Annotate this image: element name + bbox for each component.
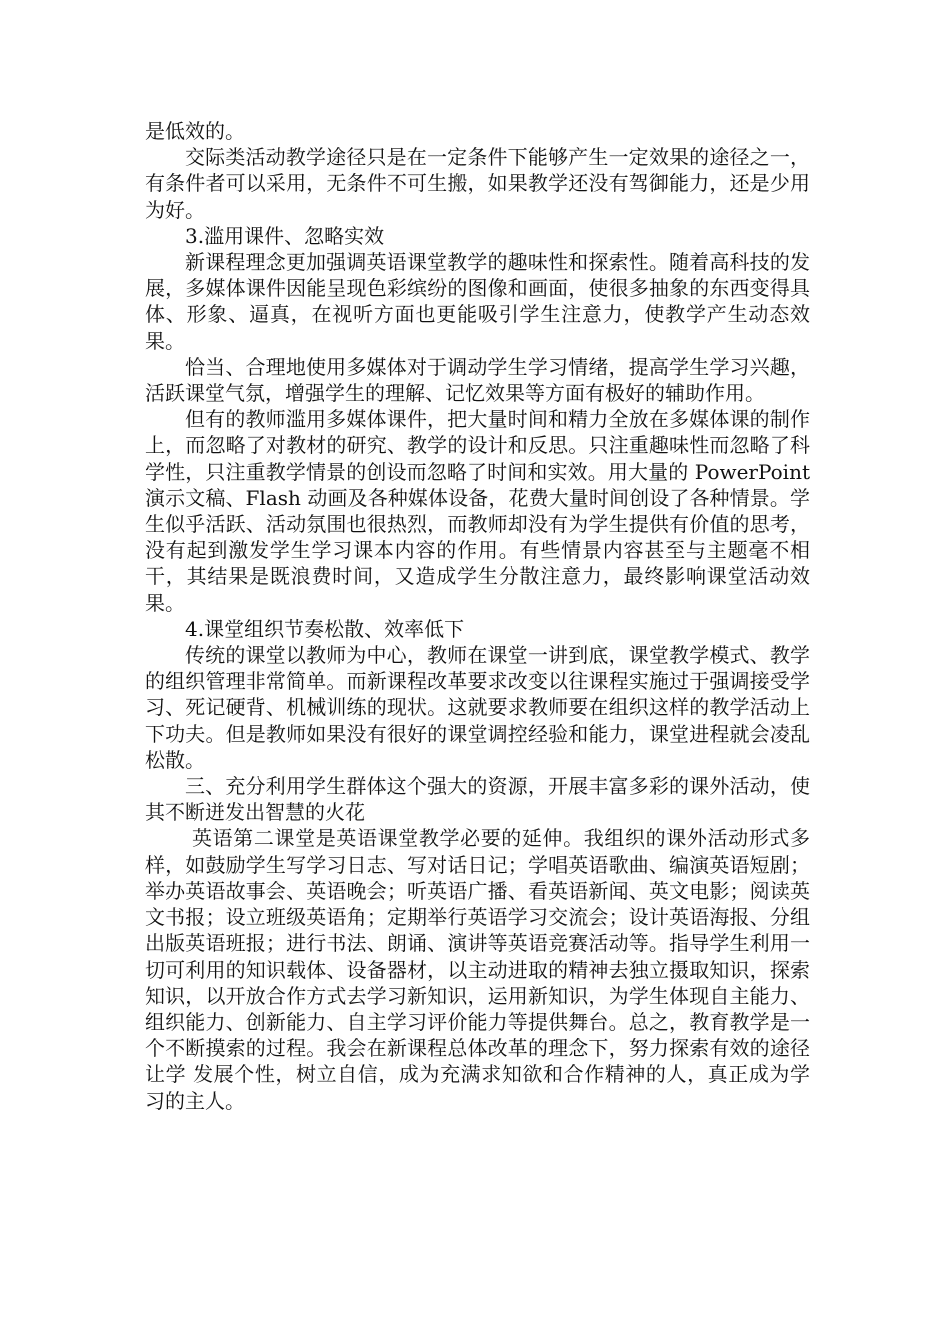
- paragraph-traditional-classroom: 传统的课堂以教师为中心，教师在课堂一讲到底，课堂教学模式、教学的组织管理非常简单。而新课程改革要求改变以往课程实施过于强调接受学习、死记硬背、机械训练的现状。这就要求教师要在组织这样的教学活动上下功夫。但是教师如果没有很好的课堂调控经验和能力，课堂进程就会凌乱松散。: [145, 643, 810, 772]
- paragraph-communicative-activities: 交际类活动教学途径只是在一定条件下能够产生一定效果的途径之一，有条件者可以采用，无条件不可生搬，如果教学还没有驾御能力，还是少用为好。: [145, 145, 810, 222]
- section-heading-extracurricular: 三、充分利用学生群体这个强大的资源，开展丰富多彩的课外活动，使其不断迸发出智慧的火花: [145, 774, 810, 825]
- paragraph-continuation: 是低效的。: [145, 119, 245, 143]
- document-body: [145, 118, 810, 1114]
- paragraph-multimedia-benefits: 恰当、合理地使用多媒体对于调动学生学习情绪，提高学生学习兴趣，活跃课堂气氛，增强学生的理解、记忆效果等方面有极好的辅助作用。: [145, 354, 810, 406]
- paragraph-multimedia-abuse: 但有的教师滥用多媒体课件，把大量时间和精力全放在多媒体课的制作上，而忽略了对教材的研究、教学的设计和反思。只注重趣味性而忽略了科学性，只注重教学情景的创设而忽略了时间和实效。用大量的 PowerPoint 演示文稿、Flash 动画及各种媒体设备，花费大量时间创设了各种情景。学生似乎活跃、活动氛围也很热烈，而教师却没有为学生提供有价值的思考，没有起到激发学生学习课本内容的作用。有些情景内容甚至与主题毫不相干，其结果是既浪费时间，又造成学生分散注意力，最终影响课堂活动效果。: [145, 407, 810, 615]
- paragraph-new-curriculum: 新课程理念更加强调英语课堂教学的趣味性和探索性。随着高科技的发展，多媒体课件因能呈现色彩缤纷的图像和画面，使很多抽象的东西变得具体、形象、逼真，在视听方面也更能吸引学生注意力，使教学产生动态效果。: [145, 250, 810, 353]
- section-heading-courseware: 3.滥用课件、忽略实效: [185, 223, 385, 248]
- section-heading-classroom-organization: 4.课堂组织节奏松散、效率低下: [185, 616, 465, 641]
- paragraph-second-classroom: 英语第二课堂是英语课堂教学必要的延伸。我组织的课外活动形式多样，如鼓励学生写学习日志、写对话日记；学唱英语歌曲、编演英语短剧；举办英语故事会、英语晚会；听英语广播、看英语新闻、英文电影；阅读英文书报；设立班级英语角；定期举行英语学习交流会；设计英语海报、分组出版英语班报；进行书法、朗诵、演讲等英语竞赛活动等。指导学生利用一切可利用的知识载体、设备器材，以主动进取的精神去独立摄取知识，探索知识，以开放合作方式去学习新知识，运用新知识，为学生体现自主能力、组织能力、创新能力、自主学习评价能力等提供舞台。总之，教育教学是一个不断摸索的过程。我会在新课程总体改革的理念下，努力探索有效的途径让学 发展个性，树立自信，成为充满求知欲和合作精神的人，真正成为学习的主人。: [145, 826, 810, 1113]
